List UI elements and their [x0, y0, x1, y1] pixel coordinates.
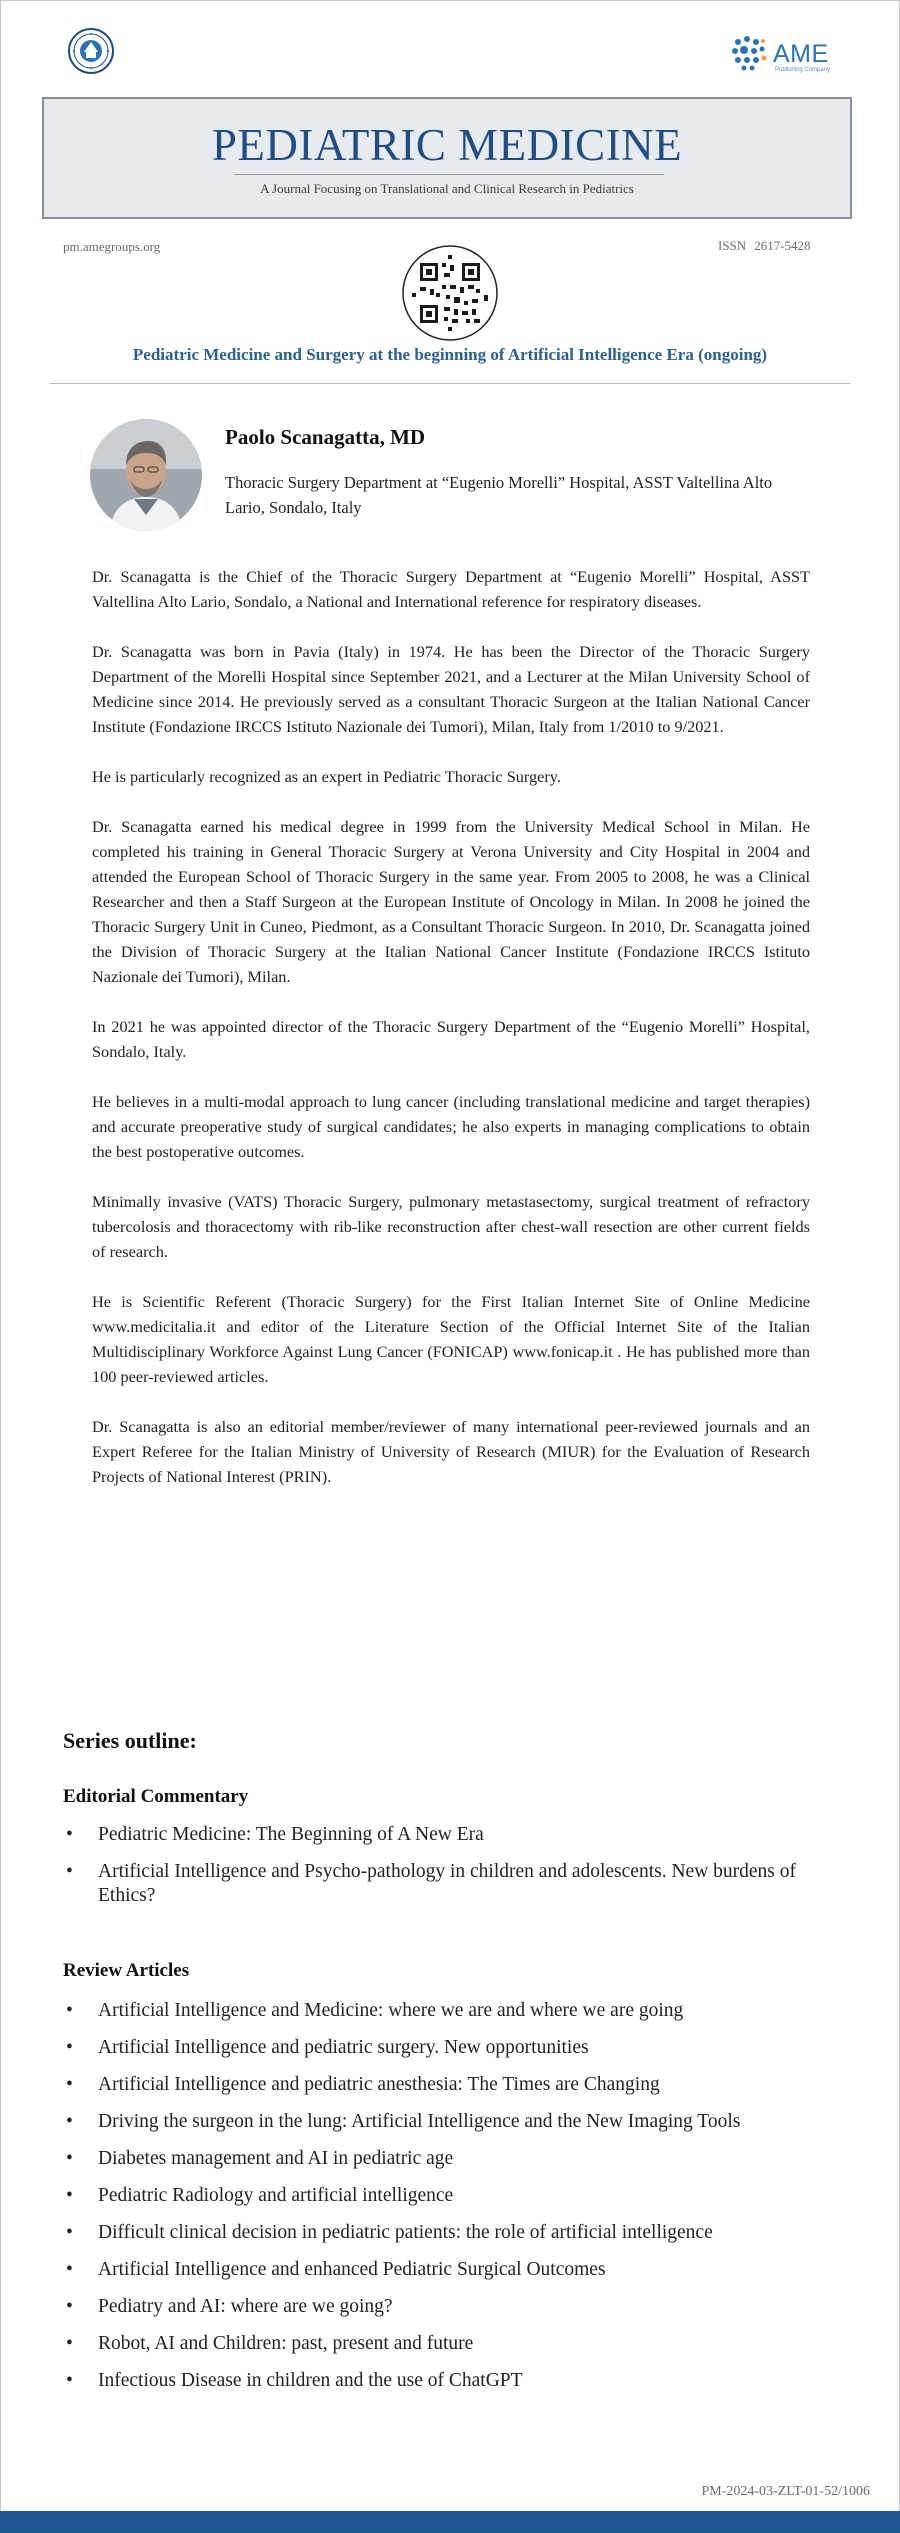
list-item	[63, 2110, 853, 2134]
bullet: •	[66, 2074, 73, 2095]
list-item	[63, 2184, 853, 2208]
editorial-commentary-heading: Editorial Commentary	[63, 1786, 249, 1807]
journal-subtitle: A Journal Focusing on Translational and Clinical Research in Pediatrics	[260, 181, 634, 196]
bio-paragraph: Dr. Scanagatta was born in Pavia (Italy) in 1974. He has been the Director of the Thoracic Surgery Department of the Morelli Hospital since September 2021, and a Lecturer at the Milan University School of Medicine since 2014. He previously served as a consultant Thoracic Surgeon at the Italian National Cancer Institute (Fondazione IRCCS Istituto Nazionale dei Tumori), Milan, Italy from 1/2010 to 9/2021.	[92, 642, 810, 736]
list-item	[63, 1860, 853, 1908]
bullet: •	[66, 2111, 73, 2132]
article-title: Pediatric Radiology and artificial intelligence	[98, 2185, 454, 2206]
issn-value: 2617-5428	[754, 238, 811, 253]
article-title: Artificial Intelligence and Psycho-pathology in children and adolescents. New burdens of Ethics?	[98, 1861, 797, 1906]
article-title: Pediatry and AI: where are we going?	[98, 2296, 393, 2317]
biography	[92, 564, 810, 1514]
series-outline-heading: Series outline:	[63, 1728, 197, 1753]
article-title: Artificial Intelligence and Medicine: where we are and where we are going	[98, 2000, 684, 2021]
qr-code[interactable]	[402, 245, 498, 341]
bullet: •	[66, 2185, 73, 2206]
bullet: •	[66, 2259, 73, 2280]
editorial-commentary-list	[63, 1823, 853, 1921]
bio-paragraph: He is Scientific Referent (Thoracic Surgery) for the First Italian Internet Site of Online Medicine www.medicitalia.it and editor of the Literature Section of the Official Internet Site of the Italian Multidisciplinary Workforce Against Lung Cancer (FONICAP) www.fonicap.it . He has published more than 100 peer-reviewed articles.	[92, 1292, 810, 1386]
ame-logo-text: AME	[773, 40, 829, 68]
bullet: •	[66, 2370, 73, 2391]
bullet: •	[66, 1861, 73, 1882]
list-item	[63, 2036, 853, 2060]
journal-seal-logo	[68, 28, 114, 74]
list-item	[63, 2369, 853, 2393]
review-articles-heading: Review Articles	[63, 1960, 190, 1981]
list-item	[63, 1823, 853, 1847]
list-item	[63, 1999, 853, 2023]
profile-affiliation: Thoracic Surgery Department at “Eugenio Morelli” Hospital, ASST Valtellina Alto Lario, Sondalo, Italy	[225, 473, 773, 517]
document-code: PM-2024-03-ZLT-01-52/1006	[701, 2484, 870, 2499]
profile-name: Paolo Scanagatta, MD	[225, 425, 426, 449]
article-title: Infectious Disease in children and the use of ChatGPT	[98, 2370, 523, 2391]
list-item	[63, 2221, 853, 2245]
article-title: Driving the surgeon in the lung: Artificial Intelligence and the New Imaging Tools	[98, 2111, 741, 2132]
bio-paragraph: In 2021 he was appointed director of the Thoracic Surgery Department of the “Eugenio Morelli” Hospital, Sondalo, Italy.	[92, 1017, 810, 1061]
article-title: Robot, AI and Children: past, present and future	[98, 2333, 474, 2354]
footer-bar	[0, 2511, 900, 2533]
journal-website[interactable]: pm.amegroups.org	[63, 239, 161, 254]
bio-paragraph: Dr. Scanagatta is also an editorial member/reviewer of many international peer-reviewed journals and an Expert Referee for the Italian Ministry of University of Research (MIUR) for the Evaluation of Research Projects of National Interest (PRIN).	[92, 1417, 810, 1486]
profile-photo	[90, 419, 202, 531]
bio-paragraph: Dr. Scanagatta earned his medical degree in 1999 from the University Medical School in Milan. He completed his training in General Thoracic Surgery at Verona University and City Hospital in 2004 and attended the European School of Thoracic Surgery in the same year. From 2005 to 2008, he was a Clinical Researcher and then a Staff Surgeon at the European Institute of Oncology in Milan. In 2008 he joined the Thoracic Surgery Unit in Cuneo, Piedmont, as a Consultant Thoracic Surgeon. In 2010, Dr. Scanagatta joined the Division of Thoracic Surgery at the Italian National Cancer Institute (Fondazione IRCCS Istituto Nazionale dei Tumori), Milan.	[92, 817, 810, 986]
article-title: Difficult clinical decision in pediatric patients: the role of artificial intelligence	[98, 2222, 713, 2243]
review-articles-list	[63, 1999, 853, 2406]
article-title: Artificial Intelligence and pediatric anesthesia: The Times are Changing	[98, 2074, 660, 2095]
bullet: •	[66, 2000, 73, 2021]
ame-logo	[730, 34, 840, 78]
bio-paragraph: Dr. Scanagatta is the Chief of the Thoracic Surgery Department at “Eugenio Morelli” Hospital, ASST Valtellina Alto Lario, Sondalo, a National and International reference for respiratory diseases.	[92, 567, 810, 611]
bio-paragraph: He is particularly recognized as an expert in Pediatric Thoracic Surgery.	[92, 767, 561, 786]
list-item	[63, 2295, 853, 2319]
series-title: Pediatric Medicine and Surgery at the beginning of Artificial Intelligence Era (ongoing)	[132, 345, 768, 364]
bio-paragraph: He believes in a multi-modal approach to lung cancer (including translational medicine and target therapies) and accurate preoperative study of surgical candidates; he also experts in managing complications to obtain the best postoperative outcomes.	[92, 1092, 810, 1161]
article-title: Pediatric Medicine: The Beginning of A New Era	[98, 1824, 484, 1845]
journal-title: PEDIATRIC MEDICINE	[211, 120, 683, 170]
bullet: •	[66, 1824, 73, 1845]
header-divider	[50, 383, 850, 384]
list-item	[63, 2332, 853, 2356]
list-item	[63, 2073, 853, 2097]
bullet: •	[66, 2222, 73, 2243]
bullet: •	[66, 2037, 73, 2058]
bio-paragraph: Minimally invasive (VATS) Thoracic Surgery, pulmonary metastasectomy, surgical treatment of refractory tubercolosis and thoracectomy with rib-like reconstruction after chest-wall resection are other current fields of research.	[92, 1192, 810, 1261]
bullet: •	[66, 2148, 73, 2169]
article-title: Artificial Intelligence and pediatric surgery. New opportunities	[98, 2037, 589, 2058]
list-item	[63, 2258, 853, 2282]
list-item	[63, 2147, 853, 2171]
journal-banner	[42, 97, 852, 219]
issn-label: ISSN	[718, 238, 747, 253]
article-title: Diabetes management and AI in pediatric age	[98, 2148, 454, 2169]
bullet: •	[66, 2296, 73, 2317]
issn	[718, 238, 811, 254]
banner-divider	[234, 174, 664, 175]
ame-logo-subtext: Publishing Company	[775, 67, 831, 73]
article-title: Artificial Intelligence and enhanced Pediatric Surgical Outcomes	[98, 2259, 606, 2280]
bullet: •	[66, 2333, 73, 2354]
